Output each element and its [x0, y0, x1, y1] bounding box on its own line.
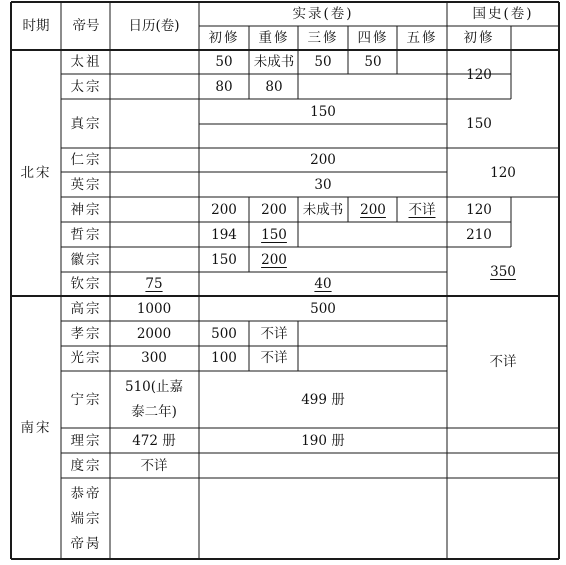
cell-zhezong-shilu-2: 150	[261, 227, 287, 243]
emperor-zhenzong: 真宗	[70, 116, 102, 132]
cell-nansong-guoshi: 不详	[489, 354, 517, 370]
emperor-qinzong: 钦宗	[70, 276, 102, 292]
cell-shenzong-shilu-4: 200	[360, 202, 386, 218]
cell-xiaozong-rili: 2000	[136, 326, 172, 342]
cell-gaozong-shilu: 500	[310, 301, 336, 317]
header-sub-6: 初修	[463, 30, 495, 46]
emperor-last-2: 端宗	[70, 511, 102, 527]
header-rili: 日历(卷)	[128, 18, 180, 34]
cell-guangzong-rili: 300	[141, 350, 167, 366]
cell-xiaozong-shilu-1: 500	[211, 326, 237, 342]
cell-zhenzong-shilu: 150	[310, 104, 336, 120]
cell-shenzong-shilu-3: 未成书	[302, 202, 344, 218]
emperor-last-3: 帝昺	[70, 536, 102, 552]
emperor-taizong: 太宗	[70, 79, 102, 95]
header-sub-3: 三修	[307, 30, 339, 46]
cell-taizong-shilu-1: 80	[215, 79, 233, 95]
emperor-zhezong: 哲宗	[70, 227, 102, 243]
cell-renzong-shilu: 200	[310, 152, 336, 168]
header-sub-4: 四修	[357, 30, 389, 46]
emperor-duzong: 度宗	[70, 458, 102, 474]
emperor-renzong: 仁宗	[70, 152, 102, 168]
cell-zhenzong-guoshi: 150	[466, 116, 492, 132]
header-sub-2: 重修	[258, 30, 290, 46]
cell-huizong-qinzong-guoshi: 350	[490, 264, 516, 280]
header-period: 时期	[22, 18, 50, 34]
emperor-ningzong: 宁宗	[70, 392, 102, 408]
cell-taizu-shilu-1: 50	[215, 54, 233, 70]
cell-huizong-shilu-2: 200	[261, 252, 287, 268]
cell-guangzong-shilu-2: 不详	[260, 350, 288, 366]
cell-renzong-yingzong-guoshi: 120	[490, 165, 516, 181]
cell-shenzong-guoshi: 120	[466, 202, 492, 218]
cell-xiaozong-shilu-2: 不详	[260, 326, 288, 342]
period-beisong: 北宋	[20, 165, 52, 181]
cell-taizu-taizong-guoshi: 120	[466, 67, 492, 83]
emperor-lizong: 理宗	[70, 433, 102, 449]
emperor-shenzong: 神宗	[70, 202, 102, 218]
cell-qinzong-rili: 75	[145, 276, 163, 292]
period-nansong: 南宋	[20, 420, 52, 436]
cell-gaozong-rili: 1000	[136, 301, 172, 317]
cell-taizu-shilu-4: 50	[364, 54, 382, 70]
emperor-last-1: 恭帝	[70, 486, 102, 502]
emperor-taizu: 太祖	[70, 54, 102, 70]
cell-guangzong-shilu-1: 100	[211, 350, 237, 366]
emperor-yingzong: 英宗	[70, 177, 102, 193]
header-guoshi: 国史(卷)	[472, 6, 534, 22]
cell-taizu-shilu-2: 未成书	[253, 54, 295, 70]
header-emperor: 帝号	[72, 18, 100, 34]
cell-zhezong-shilu-1: 194	[211, 227, 237, 243]
header-sub-5: 五修	[406, 30, 438, 46]
cell-shenzong-shilu-2: 200	[261, 202, 287, 218]
emperor-xiaozong: 孝宗	[70, 326, 102, 342]
cell-ningzong-rili-line-2: 泰二年)	[131, 404, 177, 420]
cell-lizong-rili: 472 册	[132, 433, 176, 449]
cell-zhezong-guoshi: 210	[466, 227, 492, 243]
cell-shenzong-shilu-1: 200	[211, 202, 237, 218]
cell-qinzong-shilu: 40	[314, 276, 332, 292]
cell-shenzong-shilu-5: 不详	[408, 202, 436, 218]
cell-ningzong-rili-line-1: 510(止嘉	[124, 379, 184, 395]
cell-taizong-shilu-2: 80	[265, 79, 283, 95]
cell-ningzong-shilu: 499 册	[301, 392, 345, 408]
cell-taizu-shilu-3: 50	[314, 54, 332, 70]
cell-duzong-rili: 不详	[140, 458, 168, 474]
header-shilu: 实录(卷)	[292, 6, 354, 22]
emperor-guangzong: 光宗	[70, 350, 102, 366]
cell-huizong-shilu-1: 150	[211, 252, 237, 268]
cell-yingzong-shilu: 30	[314, 177, 332, 193]
emperor-huizong: 徽宗	[70, 252, 102, 268]
cell-lizong-shilu: 190 册	[301, 433, 345, 449]
header-sub-1: 初修	[208, 30, 240, 46]
emperor-gaozong: 高宗	[70, 301, 102, 317]
